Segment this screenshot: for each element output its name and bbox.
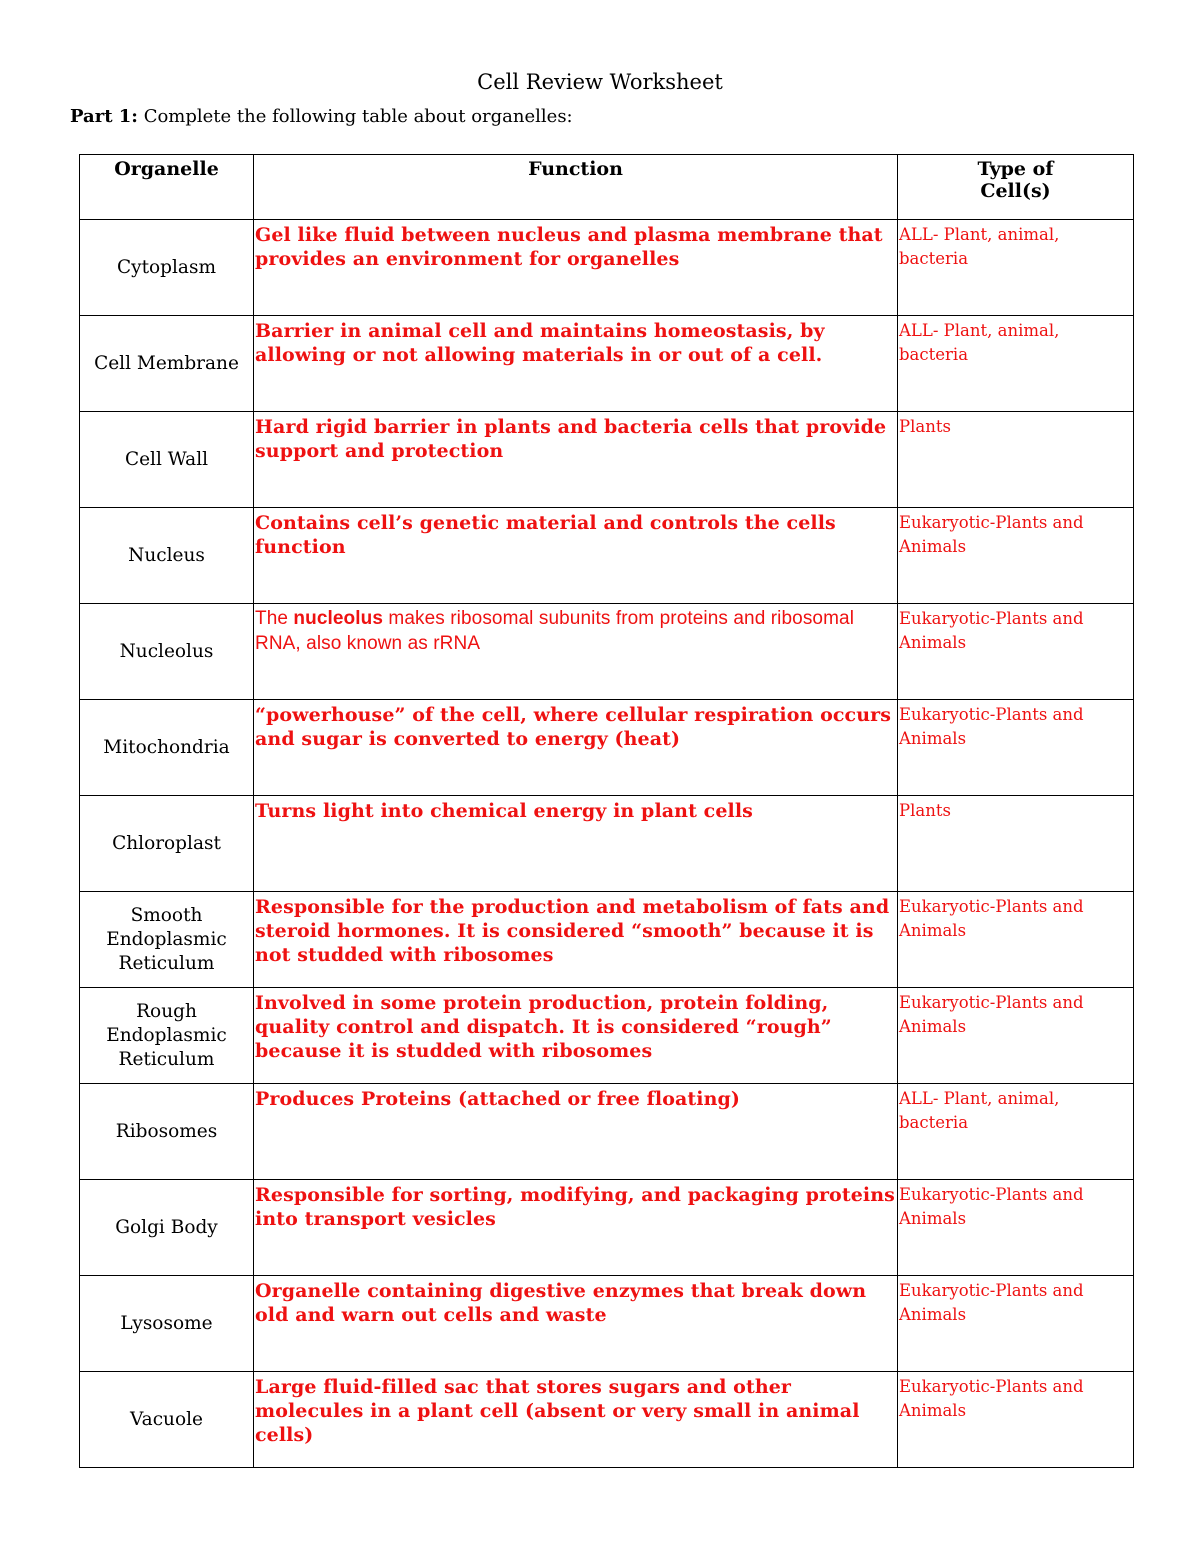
organelle-name: Mitochondria xyxy=(80,700,254,796)
organelle-name: Lysosome xyxy=(80,1276,254,1372)
table-row xyxy=(80,412,1134,508)
organelle-function: Hard rigid barrier in plants and bacteria cells that provide support and protection xyxy=(254,412,898,508)
organelle-function: Large fluid-filled sac that stores sugars and other molecules in a plant cell (absent or very small in animal cells) xyxy=(254,1372,898,1468)
table-row xyxy=(80,700,1134,796)
table-row xyxy=(80,988,1134,1084)
organelle-name: Nucleolus xyxy=(80,604,254,700)
organelle-name: Cell Membrane xyxy=(80,316,254,412)
organelle-function: Barrier in animal cell and maintains homeostasis, by allowing or not allowing materials in or out of a cell. xyxy=(254,316,898,412)
organelle-name: Golgi Body xyxy=(80,1180,254,1276)
part-label: Part 1: xyxy=(70,106,138,127)
organelle-function: Responsible for sorting, modifying, and packaging proteins into transport vesicles xyxy=(254,1180,898,1276)
organelle-name: Ribosomes xyxy=(80,1084,254,1180)
table-row xyxy=(80,1372,1134,1468)
organelle-function: Responsible for the production and metabolism of fats and steroid hormones. It is considered “smooth” because it is not studded with ribosomes xyxy=(254,892,898,988)
organelle-name: Cell Wall xyxy=(80,412,254,508)
cell-type: Eukaryotic-Plants and Animals xyxy=(898,892,1134,988)
table-row xyxy=(80,1180,1134,1276)
cell-type: Eukaryotic-Plants and Animals xyxy=(898,1180,1134,1276)
table-row xyxy=(80,316,1134,412)
organelle-function: Produces Proteins (attached or free floating) xyxy=(254,1084,898,1180)
table-header-row xyxy=(80,155,1134,220)
cell-type: Plants xyxy=(898,412,1134,508)
table-row xyxy=(80,220,1134,316)
cell-type: Eukaryotic-Plants and Animals xyxy=(898,508,1134,604)
cell-type: Eukaryotic-Plants and Animals xyxy=(898,1276,1134,1372)
organelle-function: Turns light into chemical energy in plant cells xyxy=(254,796,898,892)
table-row xyxy=(80,892,1134,988)
organelle-table xyxy=(79,154,1134,1468)
organelle-name: Vacuole xyxy=(80,1372,254,1468)
instructions-text: Complete the following table about organelles: xyxy=(143,106,573,127)
organelle-function: The nucleolus makes ribosomal subunits from proteins and ribosomal RNA, also known as rRNA xyxy=(254,604,898,700)
cell-type: ALL- Plant, animal, bacteria xyxy=(898,316,1134,412)
table-row xyxy=(80,1276,1134,1372)
cell-type: Eukaryotic-Plants and Animals xyxy=(898,1372,1134,1468)
organelle-function: Organelle containing digestive enzymes that break down old and warn out cells and waste xyxy=(254,1276,898,1372)
header-organelle: Organelle xyxy=(80,155,254,220)
organelle-function: Involved in some protein production, protein folding, quality control and dispatch. It is considered “rough” because it is studded with ribosomes xyxy=(254,988,898,1084)
table-row xyxy=(80,1084,1134,1180)
table-row xyxy=(80,796,1134,892)
table-row xyxy=(80,604,1134,700)
cell-type: ALL- Plant, animal, bacteria xyxy=(898,220,1134,316)
organelle-name: Rough Endoplasmic Reticulum xyxy=(80,988,254,1084)
instructions xyxy=(70,106,573,127)
cell-type: Eukaryotic-Plants and Animals xyxy=(898,700,1134,796)
header-function: Function xyxy=(254,155,898,220)
organelle-function: Gel like fluid between nucleus and plasma membrane that provides an environment for organelles xyxy=(254,220,898,316)
cell-type: Eukaryotic-Plants and Animals xyxy=(898,988,1134,1084)
table-row xyxy=(80,508,1134,604)
cell-type: ALL- Plant, animal, bacteria xyxy=(898,1084,1134,1180)
page-title: Cell Review Worksheet xyxy=(477,70,723,94)
cell-type: Plants xyxy=(898,796,1134,892)
organelle-name: Cytoplasm xyxy=(80,220,254,316)
cell-type: Eukaryotic-Plants and Animals xyxy=(898,604,1134,700)
organelle-name: Chloroplast xyxy=(80,796,254,892)
organelle-function: Contains cell’s genetic material and controls the cells function xyxy=(254,508,898,604)
organelle-name: Smooth Endoplasmic Reticulum xyxy=(80,892,254,988)
organelle-name: Nucleus xyxy=(80,508,254,604)
organelle-function: “powerhouse” of the cell, where cellular respiration occurs and sugar is converted to energy (heat) xyxy=(254,700,898,796)
header-type: Type of Cell(s) xyxy=(898,155,1134,220)
